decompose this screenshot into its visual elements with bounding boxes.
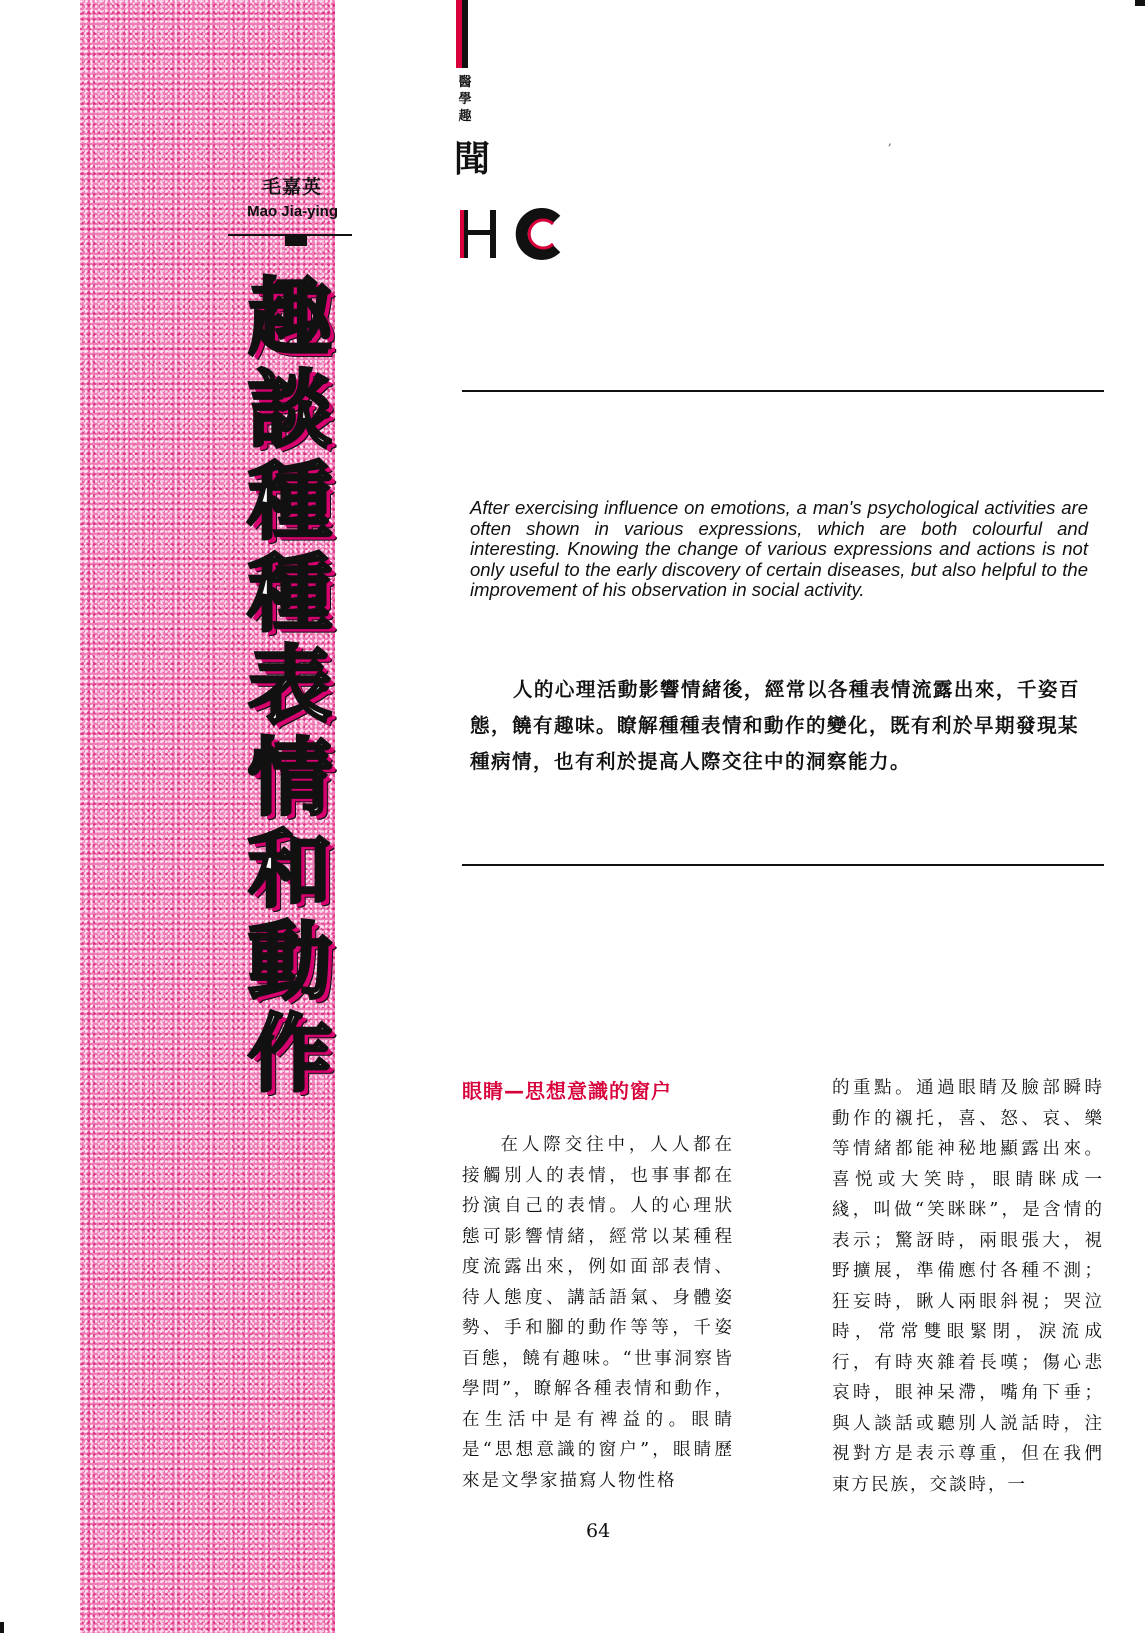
divider-top	[462, 390, 1104, 392]
divider-bottom	[462, 864, 1104, 866]
title-char: 談	[247, 361, 332, 459]
column-name-small: 醫學趣	[458, 75, 472, 124]
title-char: 趣	[247, 269, 332, 367]
body-column-left: 在人際交往中，人人都在接觸別人的表情，也事事都在扮演自己的表情。人的心理狀態可影響情緒，經常以某種程度流露出來，例如面部表情、待人態度、講話語氣、身體姿勢、手和腳的動作等等，千姿百態，饒有趣味。“世事洞察皆學問”，瞭解各種表情和動作，在生活中是有裨益的。眼睛是“思想意識的窗户”，眼睛歷來是文學家描寫人物性格	[462, 1135, 734, 1491]
title-char: 作	[247, 1005, 332, 1103]
article-title	[240, 269, 340, 1103]
stray-mark: ,	[888, 134, 892, 148]
title-char: 種	[247, 545, 332, 643]
title-char: 情	[247, 729, 332, 827]
column-name-big: 聞	[454, 139, 491, 180]
title-char: 表	[247, 637, 332, 735]
author-name-zh: 毛嘉英	[261, 176, 322, 198]
title-char: 動	[247, 913, 332, 1011]
hc-logo-icon	[458, 204, 578, 264]
title-char: 種	[247, 453, 332, 551]
title-char: 和	[247, 821, 332, 919]
author-name-en: Mao Jia-ying	[247, 203, 338, 220]
abstract-english: After exercising influence on emotions, a man's psychological activities are often shown in various expressions, which are both colourful and interesting. Knowing the change of various expressions and actions is not only useful to the early discovery of certain diseases, but also helpful to the improvement of his observation in social activity.	[470, 497, 1088, 600]
corner-mark	[0, 1622, 4, 1633]
corner-mark	[1135, 0, 1145, 6]
section-heading: 眼睛—思想意識的窗户	[462, 1079, 672, 1103]
abstract-chinese: 人的心理活動影響情緒後，經常以各種表情流露出來，千姿百態，饒有趣味。瞭解種種表情和動作的變化，既有利於早期發現某種病情，也有利於提高人際交往中的洞察能力。	[470, 678, 1080, 773]
author-rule-bar	[285, 234, 307, 246]
author-block	[228, 172, 352, 220]
column-logo-black-bar	[462, 0, 468, 68]
body-column-right: 的重點。通過眼睛及臉部瞬時動作的襯托，喜、怒、哀、樂等情緒都能神秘地顯露出來。喜悦或大笑時，眼睛眯成一綫，叫做“笑眯眯”，是含情的表示；驚訝時，兩眼張大，視野擴展，準備應付各種不測；狂妄時，瞅人兩眼斜視；哭泣時，常常雙眼緊閉，淚流成行，有時夾雜着長嘆；傷心悲哀時，眼神呆滯，嘴角下垂；與人談話或聽別人説話時，注視對方是表示尊重，但在我們東方民族，交談時，一	[832, 1078, 1104, 1495]
page-number: 64	[586, 1520, 611, 1542]
